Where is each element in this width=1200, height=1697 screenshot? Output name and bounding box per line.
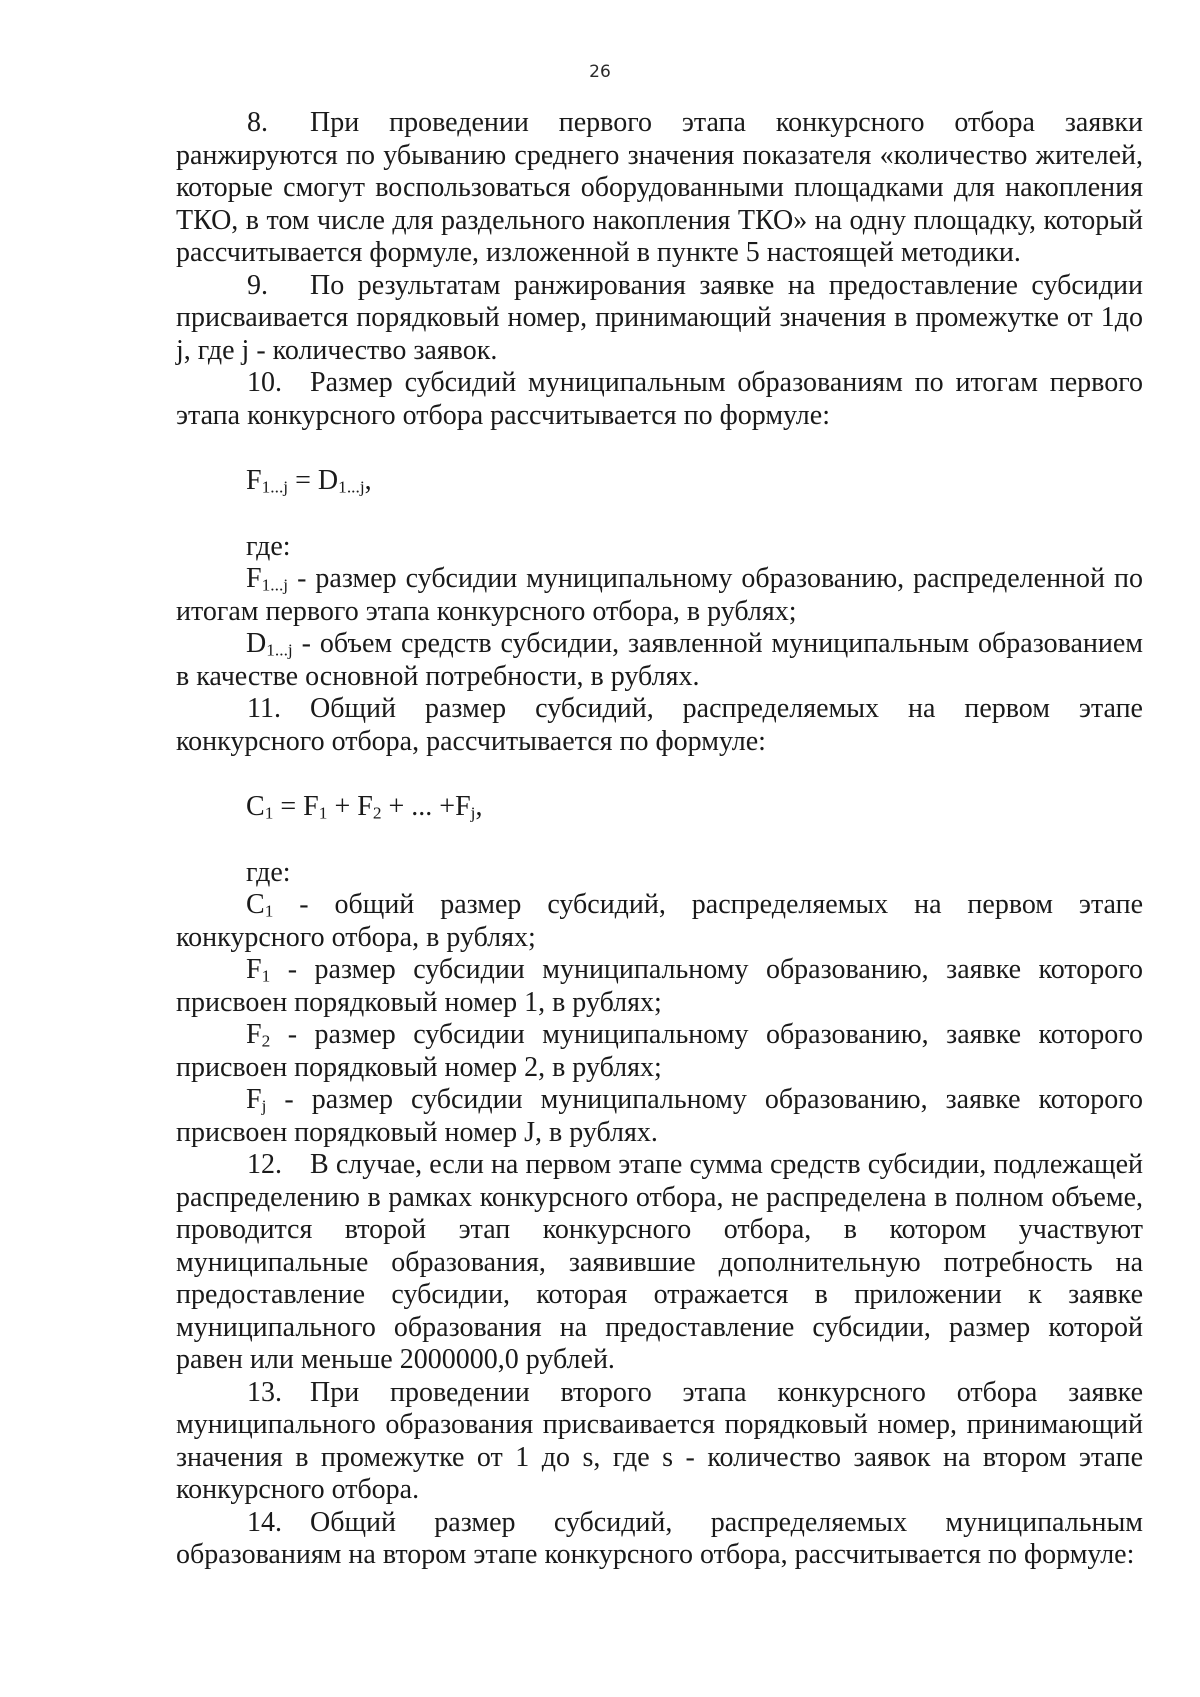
definition-subscript: 1: [261, 966, 271, 986]
definition-text: - объем средств субсидии, заявленной муниципальным образованием в качестве основной потребности, в рублях.: [176, 628, 1143, 692]
paragraph-text: Размер субсидий муниципальным образованиям по итогам первого этапа конкурсного отбора рассчитывается по формуле:: [176, 367, 1143, 431]
where-label: где:: [246, 856, 291, 888]
definition-symbol: F: [246, 1084, 262, 1115]
page-number: 26: [589, 62, 611, 82]
paragraph-14: [176, 1507, 1143, 1572]
formula-operator: +: [327, 791, 358, 822]
formula-operator: =: [288, 465, 318, 496]
paragraph-number: 11.: [247, 693, 281, 724]
formula-punct: ,: [475, 791, 483, 822]
formula-symbol: F: [357, 791, 373, 822]
formula-c1: [176, 791, 1143, 824]
paragraph-number: 9.: [247, 269, 268, 301]
definition-text: - размер субсидии муниципальному образованию, заявке которого присвоен порядковый номер 2, в рублях;: [176, 1019, 1143, 1083]
formula-subscript: 1: [318, 803, 328, 823]
formula-subscript: 1...j: [338, 477, 365, 497]
formula-subscript: 2: [372, 803, 382, 823]
definition-text: - общий размер субсидий, распределяемых на первом этапе конкурсного отбора, в рублях;: [176, 889, 1143, 953]
definition-c1: [176, 889, 1143, 954]
definition-subscript: 1...j: [261, 575, 289, 595]
definition-symbol: F: [246, 1019, 262, 1050]
formula-symbol: C: [246, 791, 265, 822]
definition-text: - размер субсидии муниципальному образованию, заявке которого присвоен порядковый номер J, в рублях.: [176, 1084, 1143, 1148]
paragraph-text: По результатам ранжирования заявке на предоставление субсидии присваивается порядковый номер, принимающий значения в промежутке от 1до j, где j - количество заявок.: [176, 269, 1143, 366]
definition-symbol: D: [246, 628, 267, 659]
paragraph-text: Общий размер субсидий, распределяемых на первом этапе конкурсного отбора, рассчитывается по формуле:: [176, 693, 1143, 757]
definition-f2: [176, 1019, 1143, 1084]
paragraph-13: [176, 1377, 1143, 1507]
definition-fj: [176, 1084, 1143, 1149]
paragraph-12: [176, 1149, 1143, 1377]
definition-subscript: 1...j: [266, 640, 293, 660]
definition-symbol: F: [246, 563, 262, 594]
paragraph-number: 14.: [247, 1506, 282, 1538]
paragraph-number: 8.: [247, 107, 268, 138]
formula-punct: ,: [364, 465, 372, 496]
definition-symbol: F: [246, 954, 262, 985]
document-body: [176, 107, 1143, 1572]
paragraph-10: [176, 367, 1143, 432]
formula-symbol: F: [246, 465, 262, 496]
paragraph-text: В случае, если на первом этапе сумма средств субсидии, подлежащей распределению в рамках конкурсного отбора, не распределена в полном объеме, проводится второй этап конкурсного отбора, в котором участвуют муниципальные образования, заявившие дополнительную потребность на предоставление субсидии, которая отражается в приложении к заявке муниципального образования на предоставление субсидии, размер которой равен или меньше 2000000,0 рублей.: [176, 1149, 1143, 1375]
definition-subscript: 2: [261, 1031, 271, 1051]
definition-d1j: [176, 628, 1143, 693]
formula-operator: + ... +: [381, 791, 456, 822]
paragraph-text: При проведении первого этапа конкурсного отбора заявки ранжируются по убыванию среднего значения показателя «количество жителей, которые смогут воспользоваться оборудованными площадками для накопления ТКО, в том числе для раздельного накопления ТКО» на одну площадку, который рассчитывается формуле, изложенной в пункте 5 настоящей методики.: [176, 107, 1143, 268]
definition-f1j: [176, 563, 1143, 628]
paragraph-number: 12.: [247, 1149, 282, 1180]
formula-operator: =: [273, 791, 304, 822]
formula-symbol: F: [303, 791, 319, 822]
definition-f1: [176, 954, 1143, 1019]
paragraph-text: При проведении второго этапа конкурсного отбора заявке муниципального образования присваивается порядковый номер, принимающий значения в промежутке от 1 до s, где s - количество заявок на втором этапе конкурсного отбора.: [176, 1376, 1143, 1505]
paragraph-11: [176, 693, 1143, 758]
formula-subscript: j: [470, 803, 476, 823]
definition-subscript: 1: [264, 901, 274, 921]
paragraph-9: [176, 270, 1143, 368]
paragraph-number: 10.: [247, 367, 282, 398]
paragraph-text: Общий размер субсидий, распределяемых муниципальным образованиям на втором этапе конкурсного отбора, рассчитывается по формуле:: [176, 1506, 1143, 1570]
formula-f1j: [176, 465, 1143, 498]
definition-subscript: j: [261, 1096, 267, 1116]
where-label: где:: [246, 530, 291, 562]
paragraph-number: 13.: [247, 1376, 282, 1408]
definition-text: - размер субсидии муниципальному образованию, заявке которого присвоен порядковый номер 1, в рублях;: [176, 954, 1143, 1018]
formula-symbol: D: [317, 465, 339, 496]
definition-text: - размер субсидии муниципальному образованию, распределенной по итогам первого этапа конкурсного отбора, в рублях;: [176, 563, 1143, 627]
definition-symbol: C: [246, 889, 265, 920]
formula-subscript: 1: [264, 803, 274, 823]
formula-subscript: 1...j: [261, 477, 289, 497]
paragraph-8: [176, 107, 1143, 270]
formula-symbol: F: [455, 791, 471, 822]
